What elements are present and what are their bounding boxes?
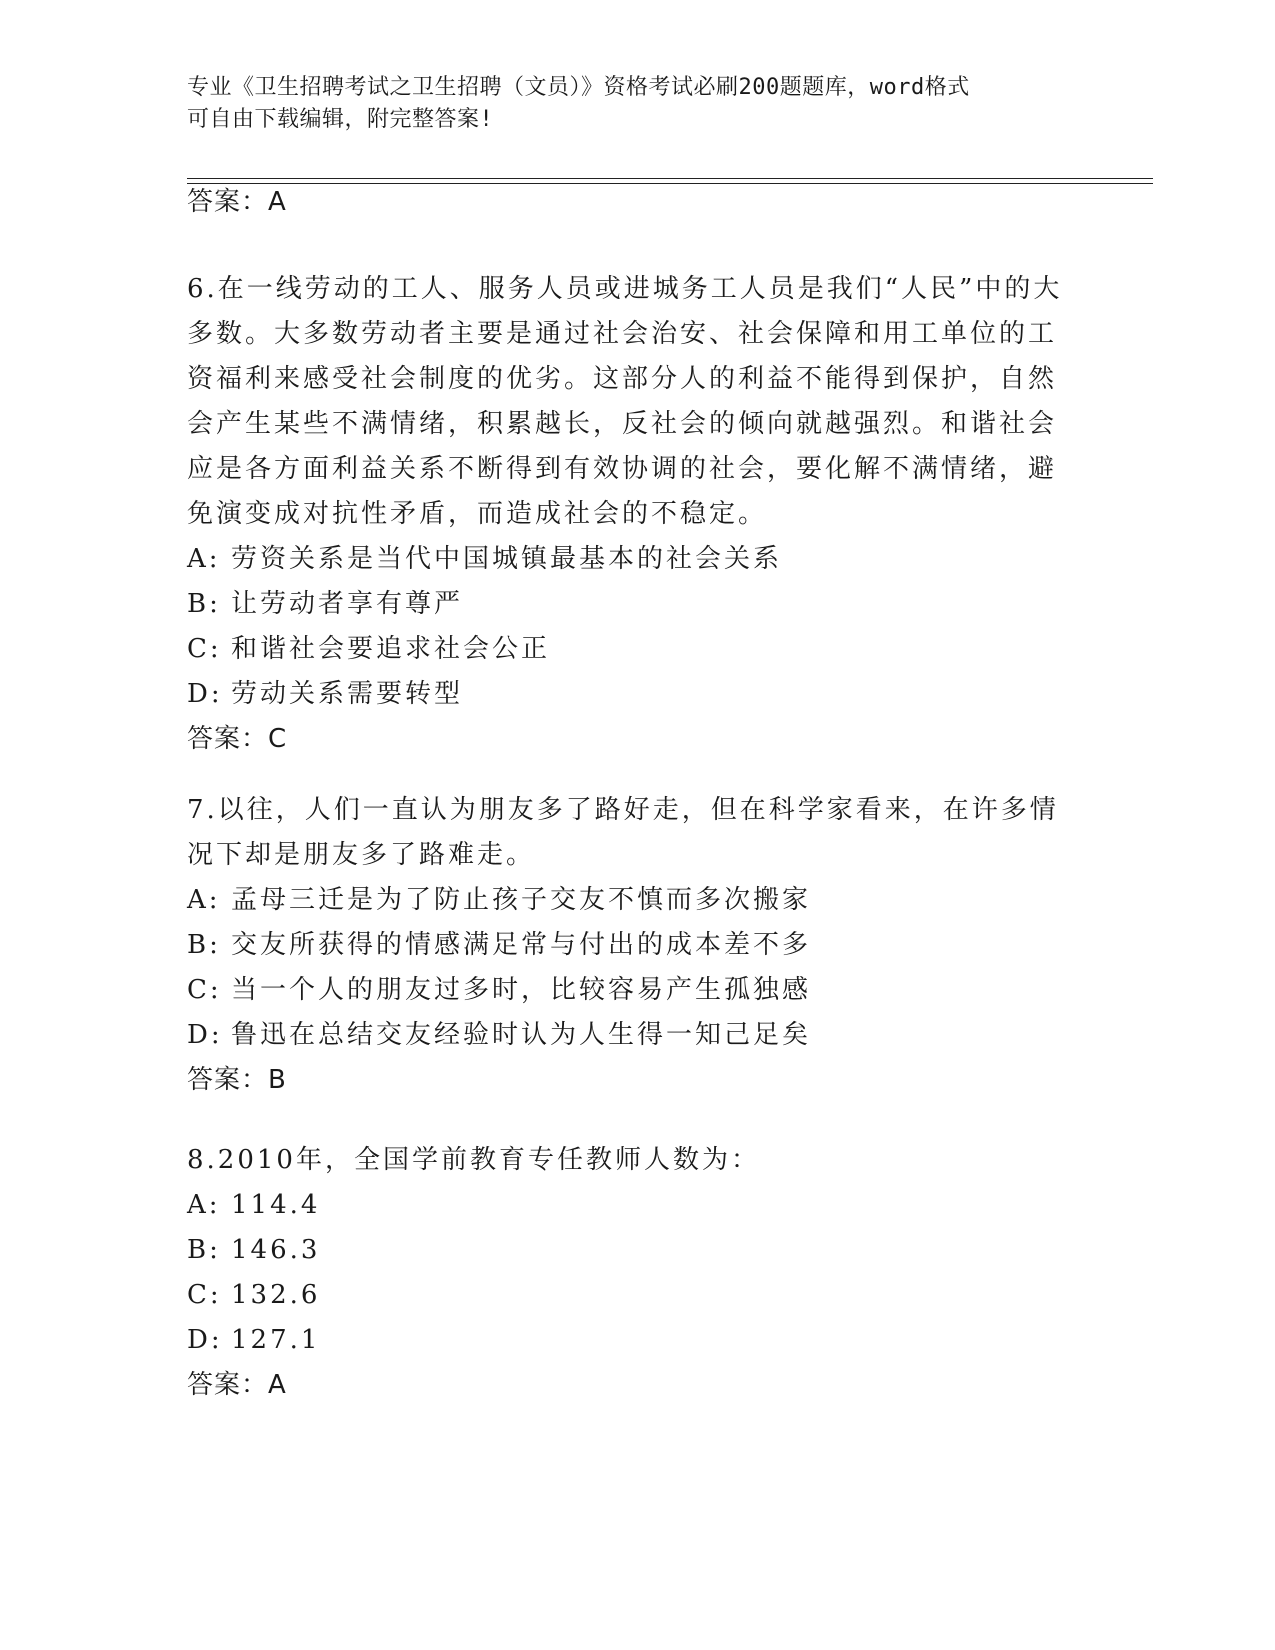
- option-text: 交友所获得的情感满足常与付出的成本差不多: [231, 930, 812, 960]
- option-b: [187, 1228, 1067, 1273]
- question-stem: 6.在一线劳动的工人、服务人员或进城务工人员是我们“人民”中的大多数。大多数劳动者主要是通过社会治安、社会保障和用工单位的工资福利来感受社会制度的优劣。这部分人的利益不能得到保护，自然会产生某些不满情绪，积累越长，反社会的倾向就越强烈。和谐社会应是各方面利益关系不断得到有效协调的社会，要化解不满情绪，避免演变成对抗性矛盾，而造成社会的不稳定。: [187, 274, 1063, 529]
- header-divider-top: [187, 178, 1153, 179]
- previous-question-answer: 答案：A: [187, 187, 287, 217]
- option-d: [187, 672, 1067, 717]
- question-answer: 答案：B: [187, 1065, 287, 1095]
- option-text: 孟母三迁是为了防止孩子交友不慎而多次搬家: [231, 885, 812, 915]
- option-a: [187, 1183, 1067, 1228]
- option-letter: A:: [187, 885, 221, 915]
- option-text: 127.1: [231, 1325, 321, 1355]
- option-a: [187, 537, 1067, 582]
- question-stem: 7.以往，人们一直认为朋友多了路好走，但在科学家看来，在许多情况下却是朋友多了路难走。: [187, 795, 1059, 870]
- option-text: 和谐社会要追求社会公正: [231, 634, 551, 664]
- option-text: 劳资关系是当代中国城镇最基本的社会关系: [231, 544, 783, 574]
- question-answer: 答案：C: [187, 724, 288, 754]
- option-letter: B:: [187, 1235, 221, 1265]
- option-letter: C:: [187, 975, 222, 1005]
- option-letter: D:: [187, 1020, 223, 1050]
- option-letter: D:: [187, 679, 223, 709]
- option-text: 劳动关系需要转型: [231, 679, 464, 709]
- option-letter: B:: [187, 930, 221, 960]
- option-text: 鲁迅在总结交友经验时认为人生得一知己足矣: [231, 1020, 812, 1050]
- option-b: [187, 582, 1067, 627]
- question-6: [187, 267, 1067, 762]
- option-text: 132.6: [231, 1280, 321, 1310]
- option-letter: D:: [187, 1325, 223, 1355]
- option-d: [187, 1013, 1067, 1058]
- option-letter: A:: [187, 1190, 221, 1220]
- option-c: [187, 627, 1067, 672]
- option-letter: A:: [187, 544, 221, 574]
- option-text: 114.4: [231, 1190, 321, 1220]
- header-divider-bottom: [187, 183, 1153, 184]
- option-text: 当一个人的朋友过多时，比较容易产生孤独感: [231, 975, 812, 1005]
- option-letter: C:: [187, 1280, 222, 1310]
- option-a: [187, 878, 1067, 923]
- document-header: [187, 72, 1067, 136]
- option-b: [187, 923, 1067, 968]
- header-title-line-1: 专业《卫生招聘考试之卫生招聘（文员）》资格考试必刷200题题库，word格式: [187, 75, 970, 100]
- option-text: 让劳动者享有尊严: [231, 589, 464, 619]
- question-7: [187, 788, 1067, 1103]
- option-d: [187, 1318, 1067, 1363]
- question-stem: 8.2010年，全国学前教育专任教师人数为：: [187, 1145, 760, 1175]
- option-c: [187, 1273, 1067, 1318]
- question-answer: 答案：A: [187, 1370, 287, 1400]
- option-letter: C:: [187, 634, 222, 664]
- option-letter: B:: [187, 589, 221, 619]
- question-8: [187, 1138, 1067, 1408]
- option-text: 146.3: [231, 1235, 321, 1265]
- option-c: [187, 968, 1067, 1013]
- header-title-line-2: 可自由下载编辑，附完整答案!: [187, 107, 494, 132]
